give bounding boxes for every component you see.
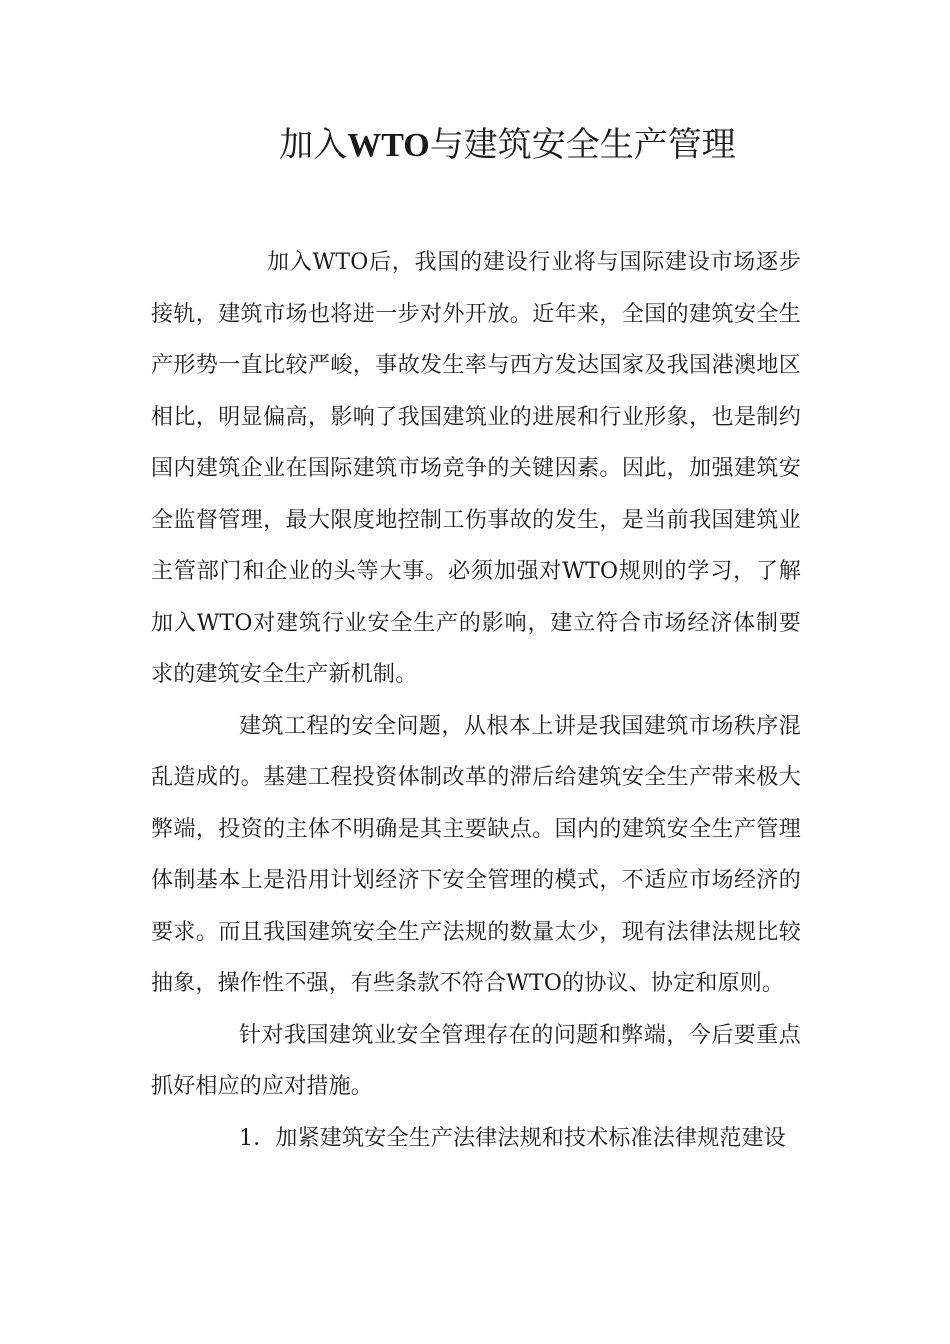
section-heading-1: 1．加紧建筑安全生产法律法规和技术标准法律规范建设 <box>239 1125 786 1151</box>
document-title <box>0 120 950 171</box>
title-suffix: 与建筑安全生产管理 <box>429 125 736 165</box>
paragraph-intro: 加入WTO后，我国的建设行业将与国际建设市场逐步接轨，建筑市场也将进一步对外开放。近年来，全国的建筑安全生产形势一直比较严峻，事故发生率与西方发达国家及我国港澳地区相比，明显偏高，影响了我国建筑业的进展和行业形象，也是制约国内建筑企业在国际建筑市场竞争的关键因素。因此，加强建筑安全监督管理，最大限度地控制工伤事故的发生，是当前我国建筑业主管部门和企业的头等大事。必须加强对WTO规则的学习，了解加入WTO对建筑行业安全生产的影响，建立符合市场经济体制要求的建筑安全生产新机制。 <box>151 250 801 687</box>
document-body <box>151 237 801 1164</box>
paragraph-problems: 建筑工程的安全问题，从根本上讲是我国建筑市场秩序混乱造成的。基建工程投资体制改革的滞后给建筑安全生产带来极大弊端，投资的主体不明确是其主要缺点。国内的建筑安全生产管理体制基本上是沿用计划经济下安全管理的模式，不适应市场经济的要求。而且我国建筑安全生产法规的数量太少，现有法律法规比较抽象，操作性不强，有些条款不符合WTO的协议、协定和原则。 <box>151 713 801 996</box>
title-bold: WTO <box>347 127 430 164</box>
title-prefix: 加入 <box>279 125 348 165</box>
paragraph-measures: 针对我国建筑业安全管理存在的问题和弊端，今后要重点抓好相应的应对措施。 <box>151 1022 801 1099</box>
